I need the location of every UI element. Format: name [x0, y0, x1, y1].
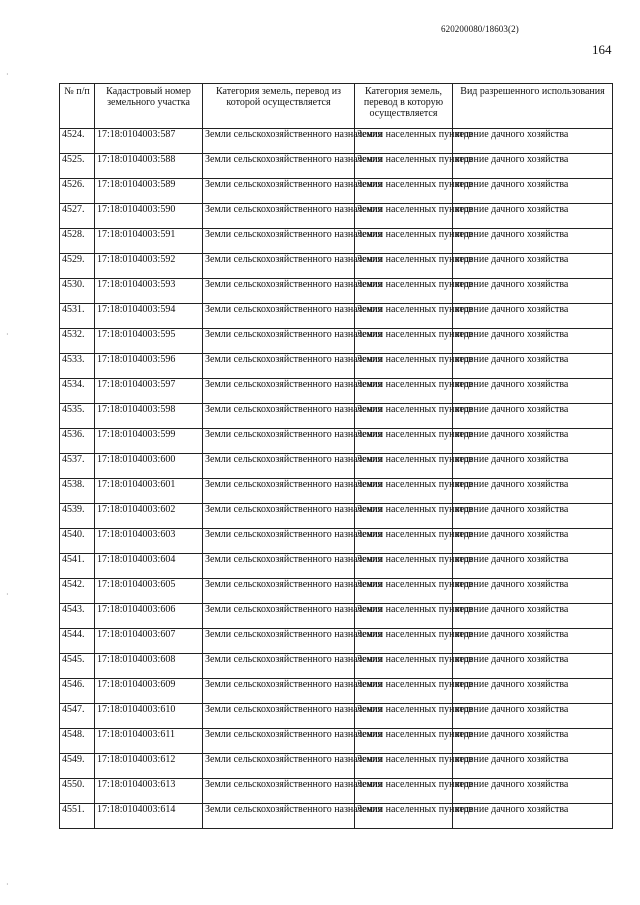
table-row [60, 454, 613, 479]
category-from-cell: Земли сельскохозяйственного назначения [203, 429, 355, 454]
permitted-use-cell: ведение дачного хозяйства [453, 354, 613, 379]
table-row [60, 704, 613, 729]
permitted-use-cell: ведение дачного хозяйства [453, 654, 613, 679]
table-row [60, 304, 613, 329]
category-from-cell: Земли сельскохозяйственного назначения [203, 804, 355, 829]
cadastral-number-cell: 17:18:0104003:612 [95, 754, 203, 779]
cadastral-number-cell: 17:18:0104003:590 [95, 204, 203, 229]
table-row [60, 779, 613, 804]
cadastral-number-cell: 17:18:0104003:598 [95, 404, 203, 429]
permitted-use-cell: ведение дачного хозяйства [453, 229, 613, 254]
table-header-row [60, 84, 613, 129]
permitted-use-cell: ведение дачного хозяйства [453, 479, 613, 504]
category-to-cell: Земли населенных пунктов [355, 229, 453, 254]
table-row [60, 329, 613, 354]
category-from-cell: Земли сельскохозяйственного назначения [203, 254, 355, 279]
cadastral-number-cell: 17:18:0104003:599 [95, 429, 203, 454]
category-from-cell: Земли сельскохозяйственного назначения [203, 604, 355, 629]
permitted-use-cell: ведение дачного хозяйства [453, 504, 613, 529]
table-row [60, 154, 613, 179]
table-row [60, 254, 613, 279]
category-from-cell: Земли сельскохозяйственного назначения [203, 654, 355, 679]
column-header-permitted-use: Вид разрешенного использования [453, 84, 613, 129]
cadastral-number-cell: 17:18:0104003:588 [95, 154, 203, 179]
land-transfer-table [59, 83, 613, 829]
row-number-cell: 4536. [60, 429, 95, 454]
cadastral-number-cell: 17:18:0104003:611 [95, 729, 203, 754]
row-number-cell: 4527. [60, 204, 95, 229]
row-number-cell: 4545. [60, 654, 95, 679]
document-code: 620200080/18603(2) [441, 24, 519, 34]
category-to-cell: Земли населенных пунктов [355, 379, 453, 404]
category-to-cell: Земли населенных пунктов [355, 754, 453, 779]
category-to-cell: Земли населенных пунктов [355, 804, 453, 829]
permitted-use-cell: ведение дачного хозяйства [453, 779, 613, 804]
permitted-use-cell: ведение дачного хозяйства [453, 329, 613, 354]
permitted-use-cell: ведение дачного хозяйства [453, 604, 613, 629]
row-number-cell: 4528. [60, 229, 95, 254]
category-to-cell: Земли населенных пунктов [355, 529, 453, 554]
permitted-use-cell: ведение дачного хозяйства [453, 129, 613, 154]
row-number-cell: 4525. [60, 154, 95, 179]
permitted-use-cell: ведение дачного хозяйства [453, 204, 613, 229]
table-row [60, 129, 613, 154]
row-number-cell: 4541. [60, 554, 95, 579]
table-row [60, 179, 613, 204]
category-to-cell: Земли населенных пунктов [355, 454, 453, 479]
category-from-cell: Земли сельскохозяйственного назначения [203, 129, 355, 154]
column-header-category-from: Категория земель, перевод из которой осуществляется [203, 84, 355, 129]
cadastral-number-cell: 17:18:0104003:587 [95, 129, 203, 154]
column-header-number: № п/п [60, 84, 95, 129]
row-number-cell: 4538. [60, 479, 95, 504]
table-row [60, 679, 613, 704]
cadastral-number-cell: 17:18:0104003:597 [95, 379, 203, 404]
table-row [60, 504, 613, 529]
cadastral-number-cell: 17:18:0104003:595 [95, 329, 203, 354]
category-from-cell: Земли сельскохозяйственного назначения [203, 229, 355, 254]
category-to-cell: Земли населенных пунктов [355, 704, 453, 729]
cadastral-number-cell: 17:18:0104003:592 [95, 254, 203, 279]
table-row [60, 654, 613, 679]
cadastral-number-cell: 17:18:0104003:591 [95, 229, 203, 254]
permitted-use-cell: ведение дачного хозяйства [453, 429, 613, 454]
table-row [60, 604, 613, 629]
permitted-use-cell: ведение дачного хозяйства [453, 454, 613, 479]
permitted-use-cell: ведение дачного хозяйства [453, 754, 613, 779]
permitted-use-cell: ведение дачного хозяйства [453, 804, 613, 829]
cadastral-number-cell: 17:18:0104003:613 [95, 779, 203, 804]
permitted-use-cell: ведение дачного хозяйства [453, 729, 613, 754]
row-number-cell: 4540. [60, 529, 95, 554]
row-number-cell: 4530. [60, 279, 95, 304]
row-number-cell: 4547. [60, 704, 95, 729]
category-to-cell: Земли населенных пунктов [355, 779, 453, 804]
category-from-cell: Земли сельскохозяйственного назначения [203, 379, 355, 404]
category-from-cell: Земли сельскохозяйственного назначения [203, 629, 355, 654]
cadastral-number-cell: 17:18:0104003:602 [95, 504, 203, 529]
cadastral-number-cell: 17:18:0104003:608 [95, 654, 203, 679]
category-to-cell: Земли населенных пунктов [355, 429, 453, 454]
table-row [60, 429, 613, 454]
category-from-cell: Земли сельскохозяйственного назначения [203, 529, 355, 554]
category-to-cell: Земли населенных пунктов [355, 404, 453, 429]
table-row [60, 479, 613, 504]
table-body [60, 129, 613, 829]
cadastral-number-cell: 17:18:0104003:606 [95, 604, 203, 629]
permitted-use-cell: ведение дачного хозяйства [453, 704, 613, 729]
scan-margin-mark: · [6, 590, 9, 599]
category-to-cell: Земли населенных пунктов [355, 354, 453, 379]
category-from-cell: Земли сельскохозяйственного назначения [203, 179, 355, 204]
category-from-cell: Земли сельскохозяйственного назначения [203, 204, 355, 229]
row-number-cell: 4543. [60, 604, 95, 629]
permitted-use-cell: ведение дачного хозяйства [453, 679, 613, 704]
category-from-cell: Земли сельскохозяйственного назначения [203, 404, 355, 429]
row-number-cell: 4534. [60, 379, 95, 404]
table-row [60, 229, 613, 254]
row-number-cell: 4546. [60, 679, 95, 704]
cadastral-number-cell: 17:18:0104003:589 [95, 179, 203, 204]
row-number-cell: 4529. [60, 254, 95, 279]
table-row [60, 204, 613, 229]
permitted-use-cell: ведение дачного хозяйства [453, 279, 613, 304]
row-number-cell: 4550. [60, 779, 95, 804]
row-number-cell: 4539. [60, 504, 95, 529]
category-from-cell: Земли сельскохозяйственного назначения [203, 479, 355, 504]
cadastral-number-cell: 17:18:0104003:614 [95, 804, 203, 829]
category-to-cell: Земли населенных пунктов [355, 179, 453, 204]
row-number-cell: 4551. [60, 804, 95, 829]
table-row [60, 579, 613, 604]
table-row [60, 554, 613, 579]
cadastral-number-cell: 17:18:0104003:609 [95, 679, 203, 704]
category-from-cell: Земли сельскохозяйственного назначения [203, 704, 355, 729]
cadastral-number-cell: 17:18:0104003:593 [95, 279, 203, 304]
table-row [60, 379, 613, 404]
row-number-cell: 4532. [60, 329, 95, 354]
table-row [60, 404, 613, 429]
category-from-cell: Земли сельскохозяйственного назначения [203, 729, 355, 754]
category-from-cell: Земли сельскохозяйственного назначения [203, 579, 355, 604]
permitted-use-cell: ведение дачного хозяйства [453, 254, 613, 279]
category-from-cell: Земли сельскохозяйственного назначения [203, 504, 355, 529]
column-header-category-to: Категория земель, перевод в которую осуществляется [355, 84, 453, 129]
category-to-cell: Земли населенных пунктов [355, 279, 453, 304]
row-number-cell: 4526. [60, 179, 95, 204]
cadastral-number-cell: 17:18:0104003:603 [95, 529, 203, 554]
row-number-cell: 4535. [60, 404, 95, 429]
category-from-cell: Земли сельскохозяйственного назначения [203, 279, 355, 304]
row-number-cell: 4542. [60, 579, 95, 604]
row-number-cell: 4531. [60, 304, 95, 329]
table-row [60, 729, 613, 754]
table-row [60, 279, 613, 304]
category-to-cell: Земли населенных пунктов [355, 504, 453, 529]
category-from-cell: Земли сельскохозяйственного назначения [203, 679, 355, 704]
table-row [60, 804, 613, 829]
category-to-cell: Земли населенных пунктов [355, 204, 453, 229]
permitted-use-cell: ведение дачного хозяйства [453, 304, 613, 329]
category-to-cell: Земли населенных пунктов [355, 129, 453, 154]
cadastral-number-cell: 17:18:0104003:610 [95, 704, 203, 729]
row-number-cell: 4549. [60, 754, 95, 779]
category-to-cell: Земли населенных пунктов [355, 154, 453, 179]
cadastral-number-cell: 17:18:0104003:607 [95, 629, 203, 654]
row-number-cell: 4533. [60, 354, 95, 379]
category-to-cell: Земли населенных пунктов [355, 629, 453, 654]
category-from-cell: Земли сельскохозяйственного назначения [203, 754, 355, 779]
table-row [60, 354, 613, 379]
column-header-cadastral: Кадастровый номер земельного участка [95, 84, 203, 129]
category-to-cell: Земли населенных пунктов [355, 304, 453, 329]
table-row [60, 754, 613, 779]
category-from-cell: Земли сельскохозяйственного назначения [203, 554, 355, 579]
cadastral-number-cell: 17:18:0104003:604 [95, 554, 203, 579]
category-to-cell: Земли населенных пунктов [355, 729, 453, 754]
row-number-cell: 4544. [60, 629, 95, 654]
category-to-cell: Земли населенных пунктов [355, 329, 453, 354]
category-to-cell: Земли населенных пунктов [355, 604, 453, 629]
cadastral-number-cell: 17:18:0104003:596 [95, 354, 203, 379]
permitted-use-cell: ведение дачного хозяйства [453, 629, 613, 654]
cadastral-number-cell: 17:18:0104003:594 [95, 304, 203, 329]
page-number: 164 [592, 42, 612, 57]
category-to-cell: Земли населенных пунктов [355, 654, 453, 679]
row-number-cell: 4548. [60, 729, 95, 754]
permitted-use-cell: ведение дачного хозяйства [453, 554, 613, 579]
permitted-use-cell: ведение дачного хозяйства [453, 179, 613, 204]
cadastral-number-cell: 17:18:0104003:601 [95, 479, 203, 504]
permitted-use-cell: ведение дачного хозяйства [453, 404, 613, 429]
permitted-use-cell: ведение дачного хозяйства [453, 579, 613, 604]
category-to-cell: Земли населенных пунктов [355, 254, 453, 279]
permitted-use-cell: ведение дачного хозяйства [453, 379, 613, 404]
category-to-cell: Земли населенных пунктов [355, 554, 453, 579]
table-row [60, 529, 613, 554]
category-to-cell: Земли населенных пунктов [355, 579, 453, 604]
permitted-use-cell: ведение дачного хозяйства [453, 154, 613, 179]
scan-margin-mark: · [6, 330, 9, 339]
category-from-cell: Земли сельскохозяйственного назначения [203, 779, 355, 804]
row-number-cell: 4524. [60, 129, 95, 154]
table-row [60, 629, 613, 654]
cadastral-number-cell: 17:18:0104003:600 [95, 454, 203, 479]
scan-margin-mark: · [6, 70, 9, 79]
scan-margin-mark: · [6, 880, 9, 889]
category-to-cell: Земли населенных пунктов [355, 479, 453, 504]
category-from-cell: Земли сельскохозяйственного назначения [203, 454, 355, 479]
category-from-cell: Земли сельскохозяйственного назначения [203, 154, 355, 179]
category-from-cell: Земли сельскохозяйственного назначения [203, 329, 355, 354]
row-number-cell: 4537. [60, 454, 95, 479]
permitted-use-cell: ведение дачного хозяйства [453, 529, 613, 554]
cadastral-number-cell: 17:18:0104003:605 [95, 579, 203, 604]
category-from-cell: Земли сельскохозяйственного назначения [203, 354, 355, 379]
category-from-cell: Земли сельскохозяйственного назначения [203, 304, 355, 329]
category-to-cell: Земли населенных пунктов [355, 679, 453, 704]
